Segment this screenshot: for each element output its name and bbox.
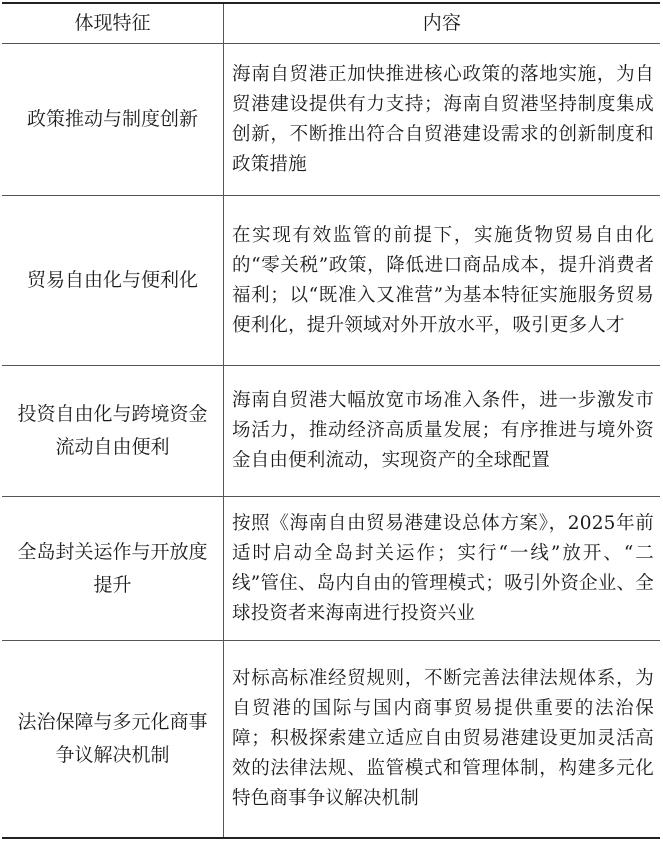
content-cell: 对标高标准经贸规则，不断完善法律法规体系，为自贸港的国际与国内商事贸易提供重要的法治保障；积极探索建立适应自由贸易港建设更加灵活高效的法律法规、监管模式和管理体制，构建多元化特色商事争议解决机制 xyxy=(232,668,654,809)
feature-cell: 法治保障与多元化商事争议解决机制 xyxy=(2,641,224,837)
content-cell: 在实现有效监管的前提下，实施货物贸易自由化的“零关税”政策，降低进口商品成本，提升消费者福利；以“既准入又准营”为基本特征实施服务贸易便利化，提升领域对外开放水平，吸引更多人才 xyxy=(232,224,654,336)
table-row xyxy=(2,366,660,497)
table-row xyxy=(2,196,660,366)
feature-cell: 政策推动与制度创新 xyxy=(2,44,224,195)
features-table xyxy=(2,2,660,839)
table-row xyxy=(2,44,660,196)
content-cell: 按照《海南自由贸易港建设总体方案》，2025年前适时启动全岛封关运作；实行“一线”放开、“二线”管住、岛内自由的管理模式；吸引外资企业、全球投资者来海南进行投资兴业 xyxy=(232,512,654,624)
table-header-row xyxy=(2,4,660,44)
content-cell: 海南自贸港大幅放宽市场准入条件，进一步激发市场活力，推动经济高质量发展；有序推进与境外资金自由便利流动，实现资产的全球配置 xyxy=(232,390,654,471)
feature-cell: 贸易自由化与便利化 xyxy=(2,196,224,365)
table-row xyxy=(2,641,660,837)
header-feature: 体现特征 xyxy=(2,4,224,43)
table-row xyxy=(2,497,660,641)
content-cell: 海南自贸港正加快推进核心政策的落地实施，为自贸港建设提供有力支持；海南自贸港坚持制度集成创新，不断推出符合自贸港建设需求的创新制度和政策措施 xyxy=(232,63,654,175)
header-content: 内容 xyxy=(422,12,462,34)
feature-cell: 全岛封关运作与开放度提升 xyxy=(2,497,224,640)
feature-cell: 投资自由化与跨境资金流动自由便利 xyxy=(2,366,224,496)
